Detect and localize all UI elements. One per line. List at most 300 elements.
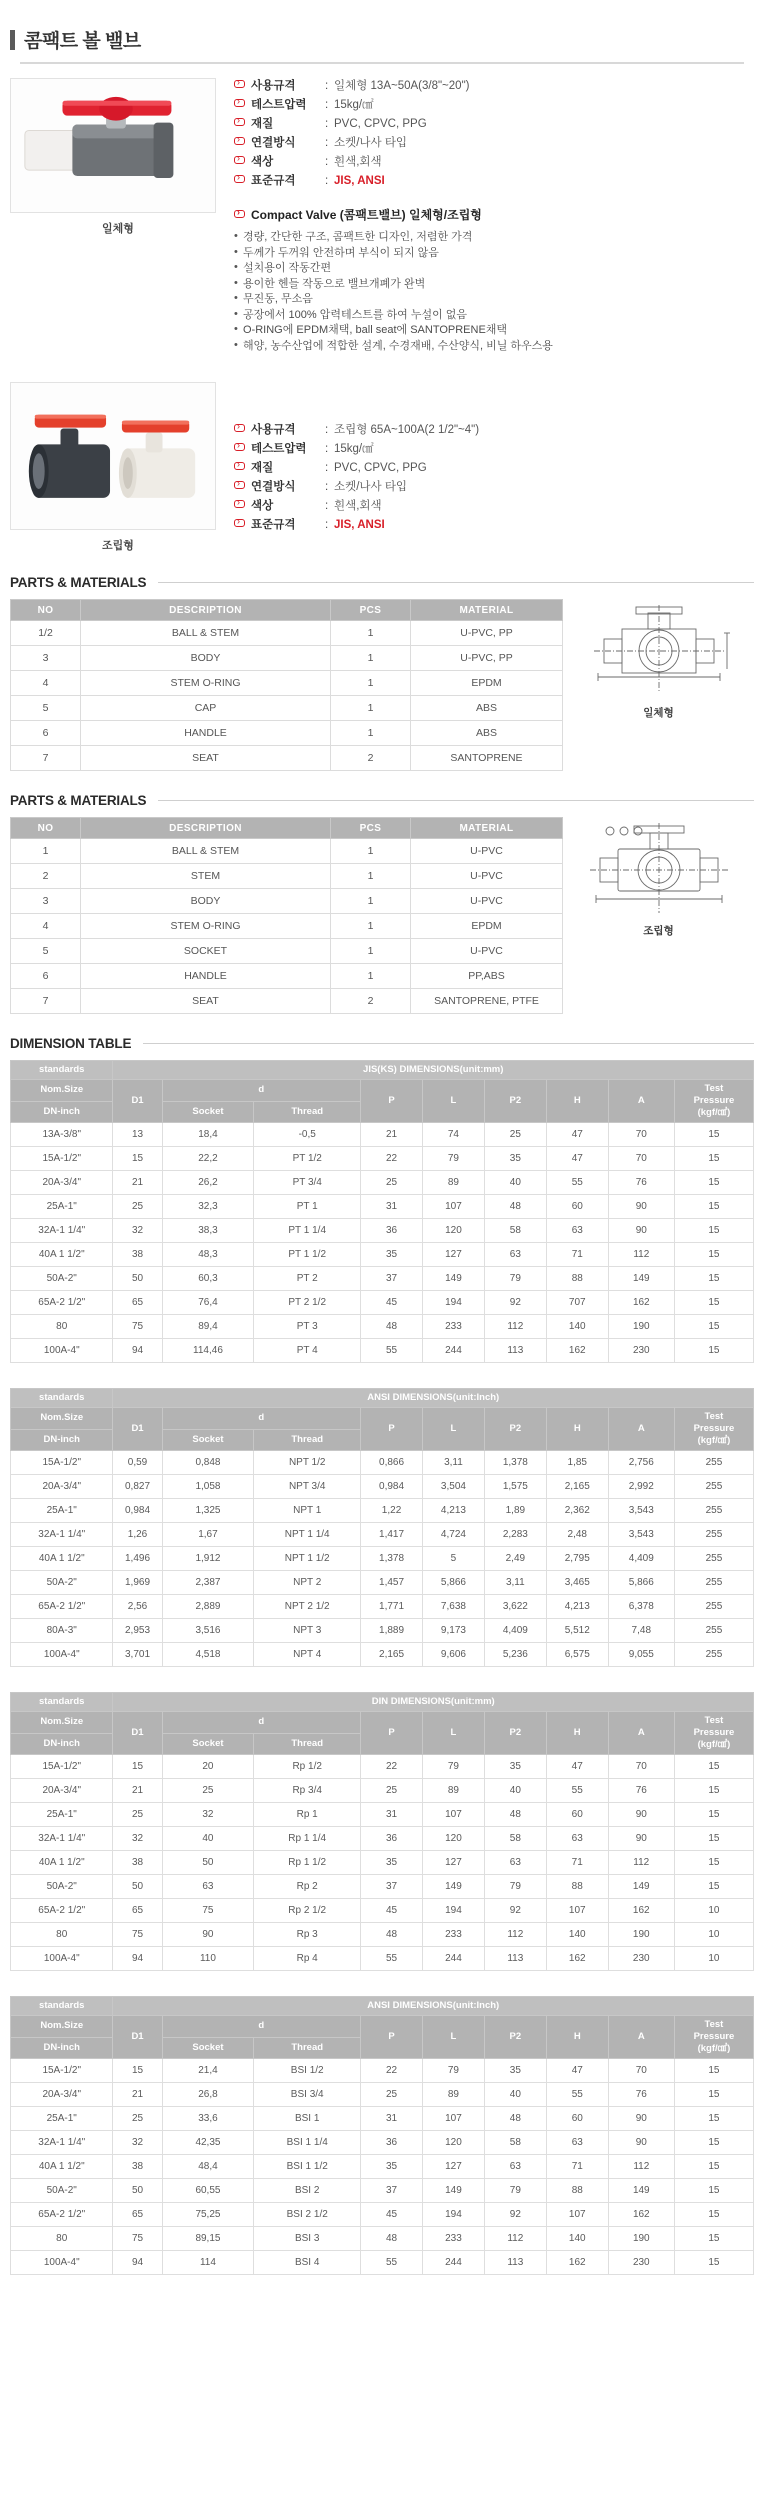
table-cell: 162 [546, 2251, 608, 2275]
table-cell: 48 [361, 1923, 423, 1947]
table-cell: 7 [11, 989, 81, 1014]
table-cell: 75 [162, 1899, 254, 1923]
table-cell: 36 [361, 1219, 423, 1243]
table-cell: 15A-1/2" [11, 2059, 113, 2083]
table-cell: 1,378 [484, 1451, 546, 1475]
table-cell: 50A-2" [11, 1875, 113, 1899]
table-cell: 107 [546, 2203, 608, 2227]
table-cell: BALL & STEM [81, 621, 331, 646]
arrow-bullet-icon [234, 156, 245, 164]
col-header-p2: P2 [484, 1712, 546, 1755]
spec-row [234, 116, 754, 133]
arrow-bullet-icon [234, 443, 245, 451]
table-cell: 90 [608, 2107, 674, 2131]
table-row [11, 1243, 754, 1267]
table-header-row [11, 1389, 754, 1408]
table-cell: 5,866 [608, 1571, 674, 1595]
table-cell: 79 [422, 1147, 484, 1171]
spec-value: 15kg/㎠ [334, 99, 374, 111]
spec-label: 색상 [251, 500, 274, 512]
table-cell: 26,2 [162, 1171, 254, 1195]
table-cell: 15 [113, 1755, 162, 1779]
table-header-row [11, 1080, 754, 1102]
table-cell: 89,15 [162, 2227, 254, 2251]
table-cell: 15 [674, 2059, 753, 2083]
table-cell: 90 [162, 1923, 254, 1947]
col-header-test-pressure: Test Pressure (kgf/㎠) [674, 1712, 753, 1755]
table-cell: 112 [608, 1243, 674, 1267]
table-cell: 1,85 [546, 1451, 608, 1475]
table-cell: 15 [674, 2203, 753, 2227]
table-cell: 1,575 [484, 1475, 546, 1499]
dn-inch-label: DN-inch [11, 1429, 113, 1451]
table-cell: 149 [608, 1267, 674, 1291]
spec-label: 색상 [251, 156, 274, 168]
table-cell: 5,512 [546, 1619, 608, 1643]
table-cell: 22 [361, 1755, 423, 1779]
parts-materials-table [10, 817, 563, 1014]
table-cell: 47 [546, 2059, 608, 2083]
table-cell: 31 [361, 1195, 423, 1219]
col-header-l: L [422, 1408, 484, 1451]
table-cell: 10 [674, 1923, 753, 1947]
table-cell: ABS [411, 696, 563, 721]
table-row [11, 1619, 754, 1643]
table-row [11, 1123, 754, 1147]
table-row [11, 1475, 754, 1499]
table-header-row [11, 1712, 754, 1734]
table-cell: 114 [162, 2251, 254, 2275]
col-header-h: H [546, 1712, 608, 1755]
dimension-table [10, 1060, 754, 1363]
table-row [11, 1219, 754, 1243]
table-cell: 1 [331, 696, 411, 721]
table-cell: NPT 1 1/4 [254, 1523, 361, 1547]
table-cell: Rp 1 [254, 1803, 361, 1827]
table-cell: 0,984 [361, 1475, 423, 1499]
table-cell: 37 [361, 1267, 423, 1291]
table-cell: 25 [113, 1195, 162, 1219]
table-cell: 25 [361, 1171, 423, 1195]
col-header-a: A [608, 1080, 674, 1123]
table-cell: 48 [484, 1803, 546, 1827]
dimension-table-wrapper [0, 1388, 764, 1667]
table-cell: 90 [608, 1219, 674, 1243]
table-cell: 255 [674, 1619, 753, 1643]
spec-colon: : [325, 443, 329, 455]
table-row [11, 1267, 754, 1291]
table-cell: 58 [484, 1827, 546, 1851]
table-cell: 90 [608, 1195, 674, 1219]
table-cell: BSI 1 1/2 [254, 2155, 361, 2179]
table-cell: 255 [674, 1643, 753, 1667]
table-row [11, 2155, 754, 2179]
table-cell: 1 [331, 889, 411, 914]
feature-item: • 설치용이 작동간편 [234, 261, 754, 277]
product-photo-column [10, 78, 226, 236]
table-cell: 58 [484, 1219, 546, 1243]
table-row [11, 1499, 754, 1523]
table-cell: 0,827 [113, 1475, 162, 1499]
col-header-d: d [162, 2016, 361, 2038]
table-cell: 37 [361, 1875, 423, 1899]
table-cell: 6,575 [546, 1643, 608, 1667]
parts-row-wrapper [0, 817, 764, 1014]
diagram-box [584, 603, 734, 699]
parts-col-header: DESCRIPTION [81, 818, 331, 839]
table-cell: 4,409 [484, 1619, 546, 1643]
table-cell: 15 [674, 1195, 753, 1219]
table-cell: 100A-4" [11, 2251, 113, 2275]
table-cell: 149 [422, 2179, 484, 2203]
spec-value: PVC, CPVC, PPG [334, 118, 427, 130]
arrow-bullet-icon [234, 424, 245, 432]
table-cell: 2,387 [162, 1571, 254, 1595]
table-cell: 50 [162, 1851, 254, 1875]
table-cell: 15 [674, 1755, 753, 1779]
spec-label: 연결방식 [251, 137, 296, 149]
table-cell: PT 3 [254, 1315, 361, 1339]
table-cell: 2,56 [113, 1595, 162, 1619]
table-cell: 7,638 [422, 1595, 484, 1619]
table-cell: 65A-2 1/2" [11, 1595, 113, 1619]
table-cell: Rp 2 1/2 [254, 1899, 361, 1923]
table-cell: 42,35 [162, 2131, 254, 2155]
table-cell: 112 [484, 2227, 546, 2251]
table-cell: BSI 1/2 [254, 2059, 361, 2083]
spec-row [234, 441, 754, 458]
table-cell: SANTOPRENE, PTFE [411, 989, 563, 1014]
table-cell: 5 [422, 1547, 484, 1571]
table-row [11, 1195, 754, 1219]
table-row [11, 2059, 754, 2083]
table-cell: 0,59 [113, 1451, 162, 1475]
table-cell: SEAT [81, 989, 331, 1014]
table-cell: 21 [113, 1171, 162, 1195]
spec-list-integral [234, 78, 754, 190]
table-cell: 80A-3" [11, 1619, 113, 1643]
spec-label: 표준규격 [251, 175, 296, 187]
page-bottom-spacer [0, 2275, 764, 2301]
table-cell: PT 3/4 [254, 1171, 361, 1195]
table-cell: 22,2 [162, 1147, 254, 1171]
table-cell: 79 [422, 1755, 484, 1779]
table-row [11, 1339, 754, 1363]
table-cell: 88 [546, 2179, 608, 2203]
valve-technical-drawing-assembly [584, 821, 734, 917]
col-header-test-pressure: Test Pressure (kgf/㎠) [674, 1408, 753, 1451]
table-cell: 194 [422, 1899, 484, 1923]
table-cell: 3,11 [422, 1451, 484, 1475]
col-header-p: P [361, 1712, 423, 1755]
table-cell: 15 [674, 1219, 753, 1243]
photo-caption-assembly: 조립형 [102, 540, 134, 552]
table-cell: 15 [113, 2059, 162, 2083]
table-cell: -0,5 [254, 1123, 361, 1147]
table-cell: BSI 2 1/2 [254, 2203, 361, 2227]
table-cell: 3,543 [608, 1523, 674, 1547]
table-cell: NPT 3 [254, 1619, 361, 1643]
col-header-h: H [546, 1408, 608, 1451]
table-cell: 38 [113, 2155, 162, 2179]
arrow-bullet-icon [234, 500, 245, 508]
table-cell: 1/2 [11, 621, 81, 646]
table-cell: 15 [674, 2131, 753, 2155]
table-cell: 90 [608, 1827, 674, 1851]
table-cell: EPDM [411, 671, 563, 696]
table-row [11, 1451, 754, 1475]
table-cell: 25A-1" [11, 1195, 113, 1219]
table-cell: NPT 1/2 [254, 1451, 361, 1475]
product-photo-integral [10, 78, 216, 213]
spec-value: 일체형 13A~50A(3/8"~20") [334, 80, 470, 92]
spec-label: 재질 [251, 118, 274, 130]
spec-label: 표준규격 [251, 519, 296, 531]
heading-rule [158, 800, 754, 801]
table-row [11, 2107, 754, 2131]
table-cell: 120 [422, 2131, 484, 2155]
table-cell: 1 [331, 721, 411, 746]
table-cell: 107 [422, 1803, 484, 1827]
table-cell: 1 [331, 839, 411, 864]
col-header-h: H [546, 1080, 608, 1123]
table-cell: 92 [484, 1899, 546, 1923]
table-cell: PT 4 [254, 1339, 361, 1363]
table-cell: 15 [674, 2083, 753, 2107]
table-cell: 2,889 [162, 1595, 254, 1619]
nom-size-label: Nom.Size [11, 2016, 113, 2038]
table-cell: 71 [546, 2155, 608, 2179]
table-cell: 127 [422, 1851, 484, 1875]
table-cell: 1,417 [361, 1523, 423, 1547]
table-cell: PP,ABS [411, 964, 563, 989]
table-cell: 230 [608, 1947, 674, 1971]
table-cell: 140 [546, 1923, 608, 1947]
spec-label: 재질 [251, 462, 274, 474]
table-cell: SANTOPRENE [411, 746, 563, 771]
col-header-socket: Socket [162, 1101, 254, 1123]
table-cell: 80 [11, 1315, 113, 1339]
table-cell: 15 [674, 1123, 753, 1147]
nom-size-label: Nom.Size [11, 1080, 113, 1102]
table-cell: 40A 1 1/2" [11, 1851, 113, 1875]
table-cell: 4 [11, 914, 81, 939]
table-cell: 25A-1" [11, 1499, 113, 1523]
table-gap [0, 1363, 764, 1379]
table-cell: 55 [546, 1171, 608, 1195]
table-cell: 1 [331, 646, 411, 671]
table-cell: PT 2 1/2 [254, 1291, 361, 1315]
table-row [11, 1171, 754, 1195]
spec-label: 테스트압력 [251, 443, 307, 455]
table-cell: 2,362 [546, 1499, 608, 1523]
table-cell: 92 [484, 2203, 546, 2227]
table-cell: 4,213 [422, 1499, 484, 1523]
table-cell: 32A-1 1/4" [11, 1827, 113, 1851]
table-cell: 2 [331, 746, 411, 771]
table-cell: 162 [608, 2203, 674, 2227]
diagram-caption: 일체형 [643, 707, 674, 719]
col-header-p: P [361, 1408, 423, 1451]
table-cell: 76 [608, 2083, 674, 2107]
table-cell: 107 [422, 2107, 484, 2131]
table-row [11, 1291, 754, 1315]
table-cell: 38 [113, 1243, 162, 1267]
table-cell: 75 [113, 1315, 162, 1339]
table-cell: 25 [113, 1803, 162, 1827]
table-cell: 15A-1/2" [11, 1451, 113, 1475]
table-cell: 15 [674, 1315, 753, 1339]
standards-label: standards [11, 1389, 113, 1408]
table-cell: 0,848 [162, 1451, 254, 1475]
table-cell: 10 [674, 1947, 753, 1971]
table-cell: 3,504 [422, 1475, 484, 1499]
table-cell: 1 [331, 964, 411, 989]
table-cell: 149 [422, 1267, 484, 1291]
diagram-column [563, 817, 754, 938]
table-cell: 36 [361, 1827, 423, 1851]
table-row [11, 864, 563, 889]
table-cell: 1,325 [162, 1499, 254, 1523]
table-cell: 15 [674, 1291, 753, 1315]
table-cell: 71 [546, 1851, 608, 1875]
table-row [11, 1923, 754, 1947]
arrow-bullet-icon [234, 481, 245, 489]
table-cell: 60 [546, 2107, 608, 2131]
table-row [11, 1755, 754, 1779]
table-cell: 35 [361, 1243, 423, 1267]
page-title [10, 26, 754, 53]
table-cell: 25 [361, 2083, 423, 2107]
dimension-table-title: DIN DIMENSIONS(unit:mm) [113, 1693, 754, 1712]
table-cell: 113 [484, 1947, 546, 1971]
table-header-row [11, 600, 563, 621]
features-list [234, 230, 754, 354]
table-cell: 32A-1 1/4" [11, 1219, 113, 1243]
table-cell: 2,992 [608, 1475, 674, 1499]
table-cell: 70 [608, 2059, 674, 2083]
spec-value: 15kg/㎠ [334, 443, 374, 455]
table-cell: 55 [361, 2251, 423, 2275]
table-cell: 244 [422, 1339, 484, 1363]
table-cell: 48 [361, 2227, 423, 2251]
table-cell: 38 [113, 1851, 162, 1875]
table-cell: 2,283 [484, 1523, 546, 1547]
parts-col-header: DESCRIPTION [81, 600, 331, 621]
table-cell: 112 [608, 1851, 674, 1875]
table-cell: 50 [113, 1267, 162, 1291]
table-cell: 15 [674, 1779, 753, 1803]
col-header-thread: Thread [254, 2037, 361, 2059]
table-cell: 230 [608, 1339, 674, 1363]
table-cell: PT 1 [254, 1195, 361, 1219]
table-cell: 32 [113, 1827, 162, 1851]
table-cell: 113 [484, 2251, 546, 2275]
table-cell: 15 [674, 1171, 753, 1195]
ball-valve-photo-icon [11, 79, 215, 213]
spec-label: 연결방식 [251, 481, 296, 493]
table-cell: 0,866 [361, 1451, 423, 1475]
table-cell: 1,22 [361, 1499, 423, 1523]
feature-item: • 용이한 헨들 작동으로 밸브개폐가 완벽 [234, 277, 754, 293]
table-cell: 63 [546, 1827, 608, 1851]
table-cell: 110 [162, 1947, 254, 1971]
table-cell: 63 [546, 1219, 608, 1243]
table-cell: 4 [11, 671, 81, 696]
parts-col-header: MATERIAL [411, 600, 563, 621]
spec-value: PVC, CPVC, PPG [334, 462, 427, 474]
table-row [11, 1803, 754, 1827]
table-cell: 75 [113, 1923, 162, 1947]
table-cell: 55 [546, 1779, 608, 1803]
table-cell: 15 [674, 1803, 753, 1827]
table-cell: 3,11 [484, 1571, 546, 1595]
table-cell: 37 [361, 2179, 423, 2203]
table-cell: 60 [546, 1195, 608, 1219]
table-cell: 2,756 [608, 1451, 674, 1475]
table-cell: 1,67 [162, 1523, 254, 1547]
table-cell: 21 [113, 2083, 162, 2107]
table-row [11, 1947, 754, 1971]
parts-col-header: PCS [331, 600, 411, 621]
col-header-socket: Socket [162, 2037, 254, 2059]
table-cell: ABS [411, 721, 563, 746]
table-cell: 65A-2 1/2" [11, 1899, 113, 1923]
table-header-row [11, 1997, 754, 2016]
table-cell: U-PVC [411, 889, 563, 914]
table-cell: 63 [162, 1875, 254, 1899]
table-cell: 70 [608, 1147, 674, 1171]
table-cell: 74 [422, 1123, 484, 1147]
table-cell: 233 [422, 2227, 484, 2251]
table-cell: 15 [674, 1267, 753, 1291]
table-cell: NPT 4 [254, 1643, 361, 1667]
table-cell: 3,701 [113, 1643, 162, 1667]
table-cell: 149 [422, 1875, 484, 1899]
table-cell: 4,213 [546, 1595, 608, 1619]
table-cell: 50A-2" [11, 1571, 113, 1595]
table-row [11, 1147, 754, 1171]
table-cell: 21 [361, 1123, 423, 1147]
table-cell: 2,953 [113, 1619, 162, 1643]
table-cell: 1,058 [162, 1475, 254, 1499]
table-cell: 40 [162, 1827, 254, 1851]
table-row [11, 671, 563, 696]
table-cell: 48 [484, 1195, 546, 1219]
table-cell: 113 [484, 1339, 546, 1363]
col-header-p: P [361, 1080, 423, 1123]
table-cell: 25A-1" [11, 2107, 113, 2131]
product-block-assembly [0, 368, 764, 553]
table-cell: SOCKET [81, 939, 331, 964]
table-row [11, 2227, 754, 2251]
table-row [11, 721, 563, 746]
table-cell: 79 [484, 1875, 546, 1899]
arrow-bullet-icon [234, 137, 245, 145]
table-cell: 190 [608, 1315, 674, 1339]
table-cell: U-PVC, PP [411, 646, 563, 671]
table-cell: 1 [331, 914, 411, 939]
table-cell: 47 [546, 1147, 608, 1171]
col-header-p: P [361, 2016, 423, 2059]
table-cell: 2,165 [546, 1475, 608, 1499]
parts-sections [0, 575, 764, 1014]
table-row [11, 989, 563, 1014]
table-row [11, 1643, 754, 1667]
dimension-table-wrapper [0, 1996, 764, 2275]
table-cell: 63 [484, 1243, 546, 1267]
table-cell: 40A 1 1/2" [11, 2155, 113, 2179]
